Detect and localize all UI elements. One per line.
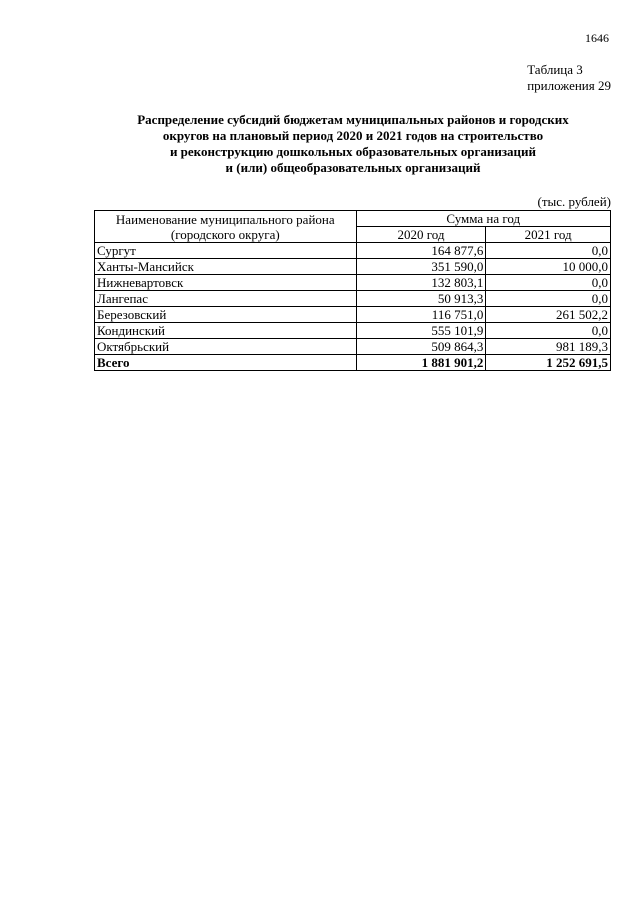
row-value-2021: 0,0 <box>486 243 611 259</box>
table-row <box>95 243 611 259</box>
header-year-2020: 2020 год <box>356 227 486 243</box>
title-line-4: и (или) общеобразовательных организаций <box>225 160 481 175</box>
title-line-2: округов на плановый период 2020 и 2021 годов на строительство <box>162 128 544 143</box>
header-municipality-line-1: Наименование муниципального района <box>115 211 335 227</box>
row-name: Сургут <box>95 243 357 259</box>
page-number: 1646 <box>585 31 609 45</box>
row-name: Березовский <box>95 307 357 323</box>
row-value-2021: 0,0 <box>486 275 611 291</box>
row-name: Ханты-Мансийск <box>95 259 357 275</box>
units-label: (тыс. рублей) <box>537 194 611 209</box>
row-value-2020: 509 864,3 <box>356 339 486 355</box>
table-caption <box>527 62 611 94</box>
row-value-2021: 0,0 <box>486 291 611 307</box>
title-line-3: и реконструкцию дошкольных образовательных организаций <box>169 144 537 159</box>
header-sum: Сумма на год <box>356 211 610 227</box>
table-row <box>95 339 611 355</box>
row-name: Кондинский <box>95 323 357 339</box>
total-value-2020: 1 881 901,2 <box>356 355 486 371</box>
row-name: Лангепас <box>95 291 357 307</box>
total-label: Всего <box>95 355 357 371</box>
row-value-2021: 261 502,2 <box>486 307 611 323</box>
row-name: Нижневартовск <box>95 275 357 291</box>
header-municipality-line-2: (городского округа) <box>170 226 280 242</box>
table-total-row <box>95 355 611 371</box>
header-municipality <box>95 211 357 243</box>
row-value-2021: 981 189,3 <box>486 339 611 355</box>
table-row <box>95 307 611 323</box>
row-value-2020: 555 101,9 <box>356 323 486 339</box>
table-row <box>95 291 611 307</box>
caption-appendix: приложения 29 <box>527 78 611 93</box>
table-header-row <box>95 211 611 227</box>
row-value-2020: 116 751,0 <box>356 307 486 323</box>
row-value-2020: 351 590,0 <box>356 259 486 275</box>
document-title <box>95 112 611 176</box>
subsidy-table <box>94 210 611 371</box>
caption-table-number: Таблица 3 <box>527 62 583 77</box>
table-row <box>95 275 611 291</box>
row-value-2021: 10 000,0 <box>486 259 611 275</box>
row-value-2020: 50 913,3 <box>356 291 486 307</box>
total-value-2021: 1 252 691,5 <box>486 355 611 371</box>
title-line-1: Распределение субсидий бюджетам муниципальных районов и городских <box>137 112 569 127</box>
row-value-2020: 132 803,1 <box>356 275 486 291</box>
table-row <box>95 323 611 339</box>
row-value-2020: 164 877,6 <box>356 243 486 259</box>
row-name: Октябрьский <box>95 339 357 355</box>
table-row <box>95 259 611 275</box>
header-year-2021: 2021 год <box>486 227 611 243</box>
row-value-2021: 0,0 <box>486 323 611 339</box>
